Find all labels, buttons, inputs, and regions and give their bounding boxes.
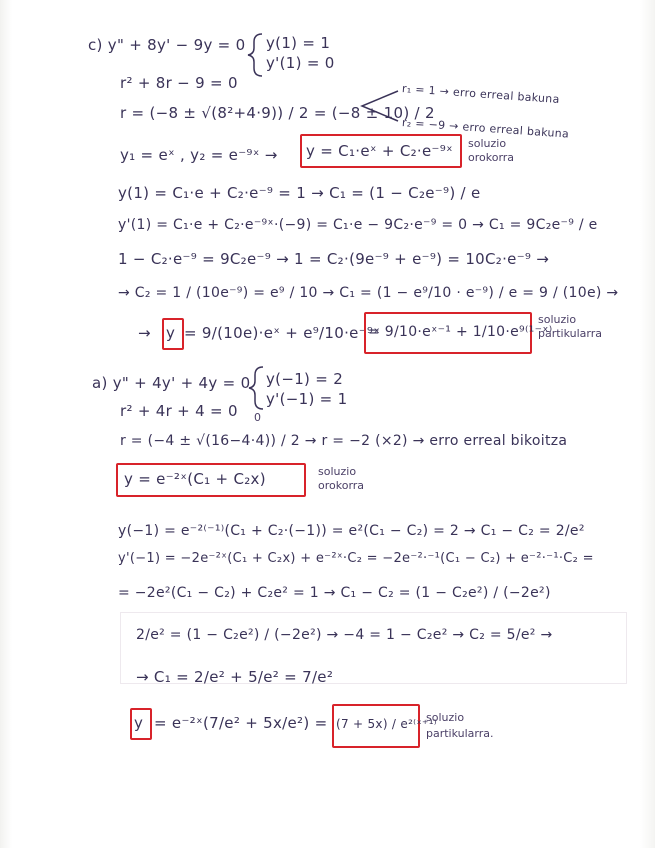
part-a-ic2: y'(−1) = 1 <box>266 390 348 408</box>
part-c-header: c) y" + 8y' − 9y = 0 <box>88 36 246 54</box>
part-c-line-1: y(1) = C₁·e + C₂·e⁻⁹ = 1 → C₁ = (1 − C₂e⁻⁹) / e <box>118 184 481 202</box>
part-c-basis: y₁ = eˣ , y₂ = e⁻⁹ˣ → <box>120 146 278 164</box>
part-a-char-eq: r² + 4r + 4 = 0 <box>120 402 238 420</box>
part-c-line-4: → C₂ = 1 / (10e⁻⁹) = e⁹ / 10 → C₁ = (1 − e⁹/10 · e⁻⁹) / e = 9 / (10e) → <box>118 285 619 301</box>
part-c-char-eq: r² + 8r − 9 = 0 <box>120 74 238 92</box>
part-c-particular-note-2: partikularra <box>538 327 603 340</box>
part-c-line-3: 1 − C₂·e⁻⁹ = 9C₂e⁻⁹ → 1 = C₂·(9e⁻⁹ + e⁻⁹) = 10C₂·e⁻⁹ → <box>118 250 550 268</box>
part-c-particular-prefix: → <box>138 324 151 342</box>
part-a-general-note-2: orokorra <box>318 479 365 492</box>
part-c-general-note-1: soluzio <box>468 137 507 150</box>
part-a-particular: = e⁻²ˣ(7/e² + 5x/e²) = <box>154 714 328 732</box>
part-a-ic1: y(−1) = 2 <box>266 370 344 388</box>
part-c-line-2: y'(1) = C₁·e + C₂·e⁻⁹ˣ·(−9) = C₁·e − 9C₂·e⁻⁹ = 0 → C₁ = 9C₂e⁻⁹ / e <box>118 217 598 233</box>
part-c-ic2: y'(1) = 0 <box>266 54 335 72</box>
part-a-general-note-1: soluzio <box>318 465 357 478</box>
part-c-particular-note-1: soluzio <box>538 313 577 326</box>
part-c-particular: = 9/(10e)·eˣ + e⁹/10·e⁻⁹ˣ <box>184 324 381 342</box>
part-a-root-zero: 0 <box>254 411 261 424</box>
part-a-particular-y: y <box>134 714 144 732</box>
part-a-root-formula: r = (−4 ± √(16−4·4)) / 2 → r = −2 (×2) → erro erreal bikoitza <box>120 433 568 449</box>
part-c-root1: r₁ = 1 → erro erreal bakuna <box>401 82 561 107</box>
part-a-line-2: y'(−1) = −2e⁻²ˣ(C₁ + C₂x) + e⁻²ˣ·C₂ = −2e⁻²·⁻¹(C₁ − C₂) + e⁻²·⁻¹·C₂ = <box>118 551 594 566</box>
part-a-line-4: 2/e² = (1 − C₂e²) / (−2e²) → −4 = 1 − C₂e² → C₂ = 5/e² → <box>136 627 553 643</box>
part-a-line-1: y(−1) = e⁻²⁽⁻¹⁾(C₁ + C₂·(−1)) = e²(C₁ − C₂) = 2 → C₁ − C₂ = 2/e² <box>118 523 585 539</box>
part-c-root2: r₂ = −9 → erro erreal bakuna <box>401 116 570 141</box>
part-c-root-formula: r = (−8 ± √(8²+4·9)) / 2 = (−8 ± 10) / 2 <box>120 104 435 122</box>
part-a-particular-note-2: partikularra. <box>426 727 494 740</box>
part-c-general-note-2: orokorra <box>468 151 515 164</box>
part-c-general: y = C₁·eˣ + C₂·e⁻⁹ˣ <box>306 142 453 160</box>
part-a-particular-note-1: soluzio <box>426 711 465 724</box>
part-a-particular-boxed: (7 + 5x) / e²⁽ˣ⁺¹⁾ <box>336 717 438 731</box>
part-c-particular-y: y <box>166 324 176 342</box>
part-a-header: a) y" + 4y' + 4y = 0 <box>92 374 251 392</box>
part-a-line-3: = −2e²(C₁ − C₂) + C₂e² = 1 → C₁ − C₂ = (1 − C₂e²) / (−2e²) <box>118 585 551 601</box>
part-c-ic1: y(1) = 1 <box>266 34 331 52</box>
part-a-general: y = e⁻²ˣ(C₁ + C₂x) <box>124 470 266 488</box>
part-c-particular-boxed: = 9/10·eˣ⁻¹ + 1/10·e⁹⁽¹⁻ˣ⁾ <box>368 324 553 340</box>
part-a-line-5: → C₁ = 2/e² + 5/e² = 7/e² <box>136 668 334 686</box>
